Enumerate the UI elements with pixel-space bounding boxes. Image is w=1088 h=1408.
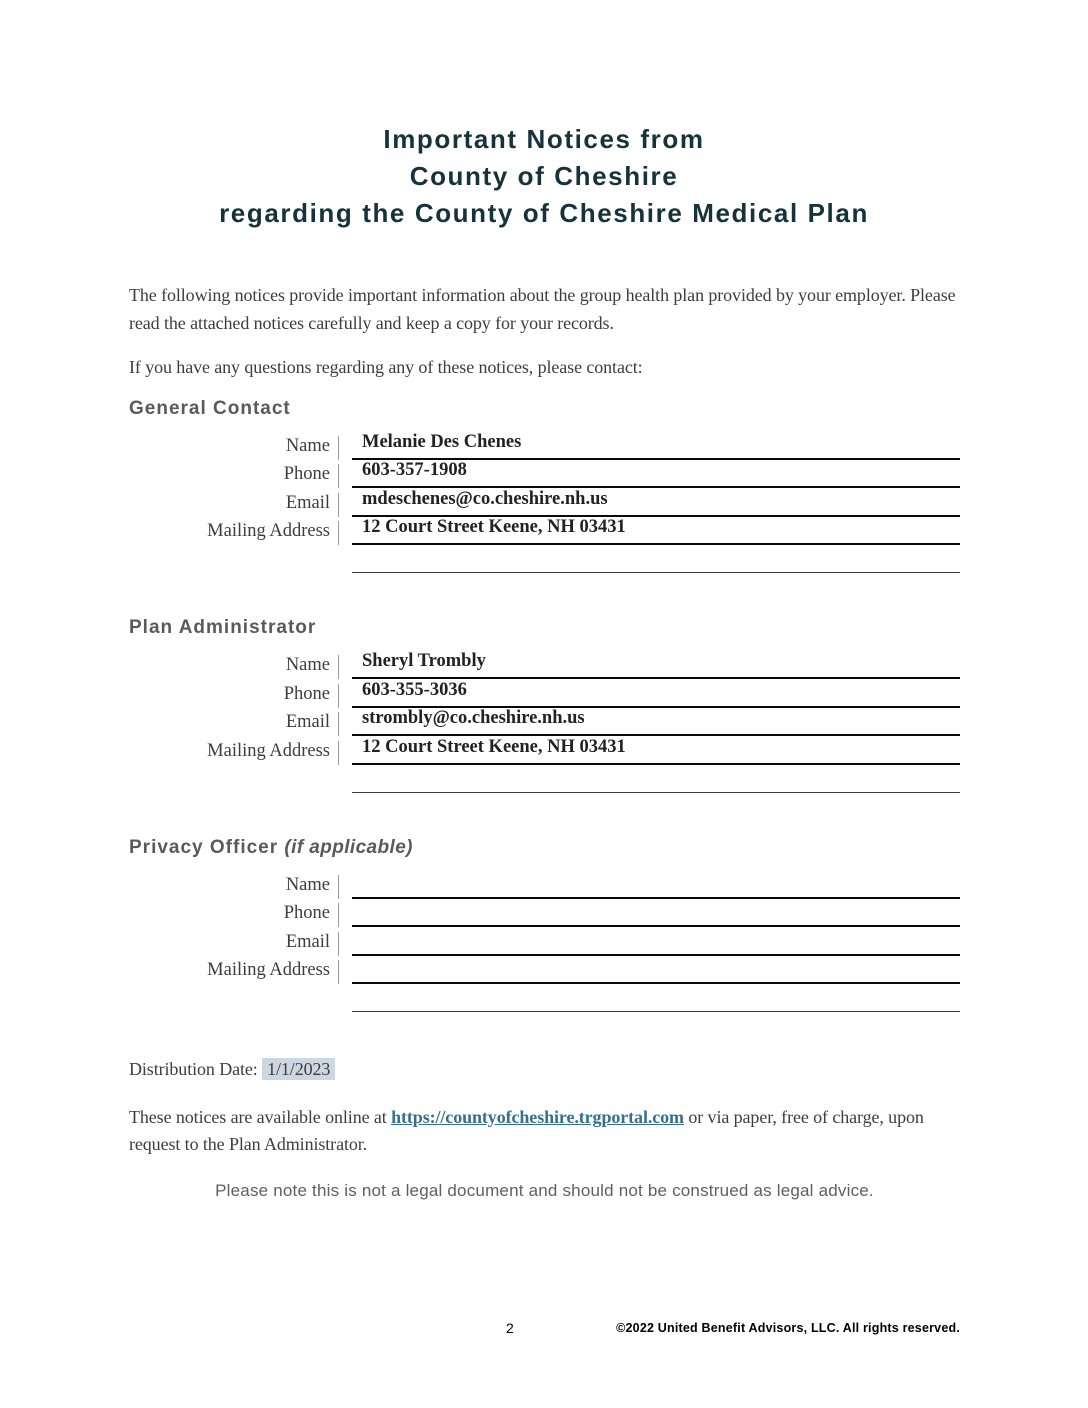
field-extra-blank-line (352, 984, 960, 1012)
field-separator-line (338, 875, 339, 899)
intro-paragraph-2: If you have any questions regarding any of these notices, please contact: (129, 357, 643, 377)
contact-fields (129, 871, 960, 1013)
field-value (352, 899, 960, 927)
field-separator-line (338, 521, 339, 545)
availability-text-before: These notices are available online at (129, 1106, 387, 1127)
page-number: 2 (506, 1320, 514, 1336)
field-separator-line (338, 493, 339, 517)
field-row-name (129, 651, 960, 679)
availability-paragraph (129, 1104, 960, 1159)
field-value (352, 871, 960, 899)
section-privacy-officer (129, 837, 960, 1013)
field-separator-line (338, 960, 339, 984)
field-value: strombly@co.cheshire.nh.us (352, 708, 960, 736)
field-value: 12 Court Street Keene, NH 03431 (352, 517, 960, 545)
field-row-phone (129, 899, 960, 927)
field-value: 603-357-1908 (352, 460, 960, 488)
field-label: Mailing Address (207, 521, 330, 542)
field-label: Name (285, 435, 330, 456)
field-value: 603-355-3036 (352, 680, 960, 708)
field-separator-line (338, 684, 339, 708)
field-row-email (129, 708, 960, 736)
copyright-text: ©2022 United Benefit Advisors, LLC. All rights reserved. (616, 1321, 960, 1335)
field-label: Email (285, 931, 330, 952)
contact-fields (129, 432, 960, 574)
field-row-mailing-address (129, 517, 960, 545)
field-separator-line (338, 903, 339, 927)
field-separator-line (338, 464, 339, 488)
field-row-email (129, 927, 960, 955)
field-row-name (129, 432, 960, 460)
availability-text-after: or via paper, free of charge, upon request to the Plan Administrator. (129, 1106, 924, 1155)
section-heading (129, 617, 960, 639)
field-separator-line (338, 712, 339, 736)
field-label: Name (285, 875, 330, 896)
field-value (352, 956, 960, 984)
section-heading-suffix: (if applicable) (284, 836, 413, 858)
field-label: Name (285, 655, 330, 676)
section-heading-text: Privacy Officer (129, 836, 279, 858)
distribution-date-label: Distribution Date: (129, 1059, 258, 1080)
field-label: Email (285, 712, 330, 733)
field-label: Email (285, 492, 330, 513)
section-heading (129, 398, 960, 420)
portal-link[interactable]: https://countyofcheshire.trgportal.com (391, 1106, 684, 1127)
field-value: 12 Court Street Keene, NH 03431 (352, 737, 960, 765)
document-body (129, 0, 960, 1201)
field-separator-line (338, 436, 339, 460)
field-separator-line (338, 655, 339, 679)
field-value: Sheryl Trombly (352, 651, 960, 679)
title-line-3: regarding the County of Cheshire Medical Plan (219, 198, 869, 228)
legal-note: Please note this is not a legal document and should not be construed as legal advice. (215, 1180, 874, 1200)
section-heading-text: General Contact (129, 397, 291, 419)
intro-paragraph-1: The following notices provide important information about the group health plan provided by your employer. Please read the attached notices carefully and keep a copy for your records. (129, 285, 956, 333)
field-extra-blank-line (352, 545, 960, 573)
field-label: Phone (283, 903, 330, 924)
field-label: Mailing Address (207, 960, 330, 981)
field-extra-blank-line (352, 765, 960, 793)
field-label: Phone (283, 464, 330, 485)
distribution-date (129, 1056, 960, 1084)
section-heading (129, 837, 960, 859)
title-line-2: County of Cheshire (409, 161, 679, 191)
field-value: Melanie Des Chenes (352, 432, 960, 460)
field-row-mailing-address (129, 956, 960, 984)
field-value (352, 928, 960, 956)
field-row-mailing-address (129, 736, 960, 764)
field-value: mdeschenes@co.cheshire.nh.us (352, 489, 960, 517)
field-separator-line (338, 932, 339, 956)
page-footer (0, 1320, 1088, 1344)
section-general-contact (129, 398, 960, 574)
field-row-phone (129, 679, 960, 707)
field-label: Phone (283, 683, 330, 704)
field-separator-line (338, 741, 339, 765)
contact-fields (129, 651, 960, 793)
field-label: Mailing Address (207, 740, 330, 761)
field-row-name (129, 871, 960, 899)
section-plan-administrator (129, 617, 960, 793)
field-row-email (129, 488, 960, 516)
field-row-phone (129, 460, 960, 488)
title-line-1: Important Notices from (383, 124, 705, 154)
section-heading-text: Plan Administrator (129, 617, 317, 639)
distribution-date-value: 1/1/2023 (262, 1058, 335, 1080)
